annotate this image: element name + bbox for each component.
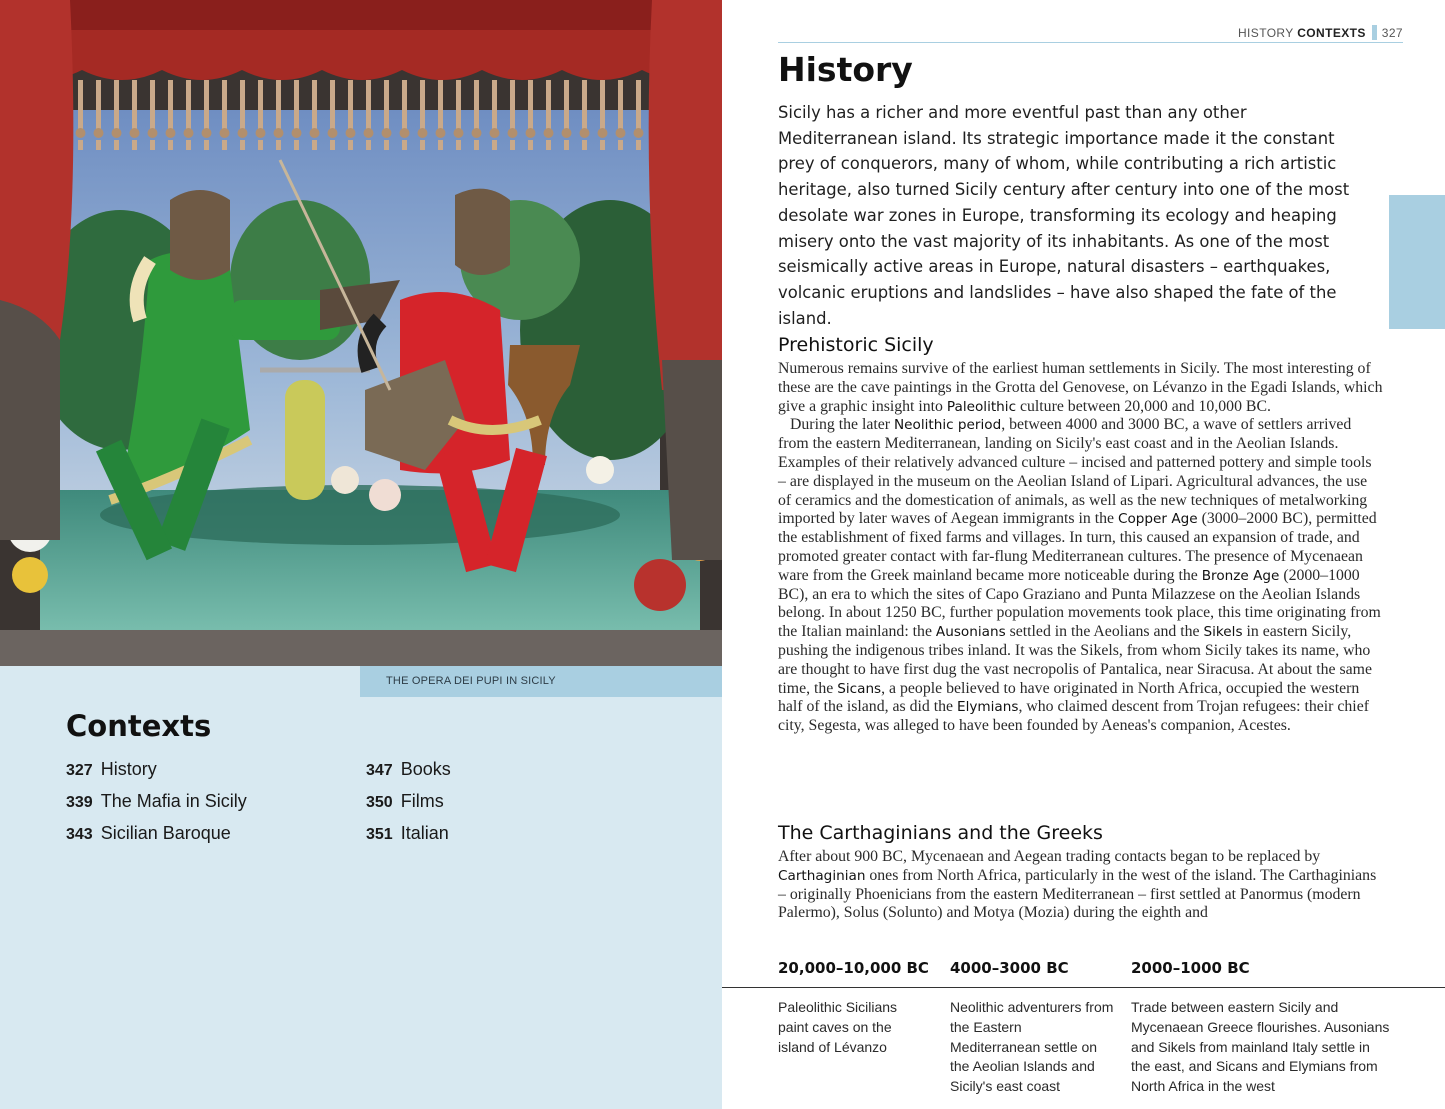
timeline-description: Paleolithic Sicilians paint caves on the island of Lévanzo [778,999,898,1055]
body-text: , who claimed descent from Trojan refugees: their chief city, Segesta, was alleged to have been founded by Aeneas's companion, Acestes. [778,698,1369,735]
section-body-carthaginians [778,848,1383,923]
page-title: History [778,50,913,89]
keyword: Elymians [957,699,1019,716]
toc-item[interactable] [66,756,247,788]
running-head-chapter: HISTORY [1237,26,1294,40]
keyword: Neolithic period [893,417,1002,434]
keyword: Paleolithic [946,398,1017,415]
body-text: (3000–2000 BC), permitted the establishment of fixed farms and villages. In turn, this caused an expansion of trade, and promoted greater contact with far-flung Mediterranean cultures. The presence of Mycenaean ware from the Greek mainland became more noticeable during the [778,510,1377,584]
running-head-section: CONTEXTS [1297,26,1366,40]
keyword: Carthaginian [778,867,866,884]
photo-caption: THE OPERA DEI PUPI IN SICILY [360,666,722,697]
right-page [722,0,1445,1109]
puppet-scene-illustration [0,0,722,666]
toc-item[interactable] [66,820,247,852]
toc-page-number: 347 [366,762,393,779]
intro-paragraph: Sicily has a richer and more eventful past than any other Mediterranean island. Its strategic importance made it the constant prey of conquerors, many of whom, while contributing a rich artistic heritage, also turned Sicily century after century into one of the most desolate war zones in Europe, transforming its ecology and heaping misery onto the vast majority of its inhabitants. As one of the most seismically active areas in Europe, natural disasters – earthquakes, volcanic eruptions and landslides – have also shaped the fate of the island. [778,103,1350,328]
timeline-rule [722,987,1445,988]
timeline-date: 4000–3000 BC [950,959,1069,977]
keyword: Ausonians [935,624,1006,641]
keyword: Bronze Age [1201,567,1280,584]
body-text: , between 4000 and 3000 BC, a wave of settlers arrived from the eastern Mediterranean, landing on Sicily's east coast and in the Aeolian Islands. Examples of their relatively advanced culture – incised and patterned pottery and simple tools – are displayed in the museum on the Aeolian Island of Lipari. Agricultural advances, the use of ceramics and the domestication of animals, as well as the new techniques of metalworking imported by later waves of Aegean immigrants in the [778,416,1372,528]
left-page [0,0,722,1109]
running-head-bar [1372,25,1377,40]
running-head [1238,25,1403,40]
keyword: Copper Age [1117,511,1198,528]
keyword: Sikels [1203,624,1243,641]
toc-label: Sicilian Baroque [100,823,231,843]
timeline-description: Trade between eastern Sicily and Mycenaean Greece flourishes. Ausonians and Sikels from mainland Italy settle in the east, and Sicans and Elymians from North Africa in the west [1131,999,1390,1095]
section-body-prehistoric [778,360,1383,736]
page-number: 327 [1381,26,1403,40]
contexts-title: Contexts [66,709,212,743]
timeline-description: Neolithic adventurers from the Eastern Mediterranean settle on the Aeolian Islands and Sicily's east coast [950,999,1114,1095]
toc-page-number: 327 [66,762,93,779]
timeline-date: 20,000–10,000 BC [778,959,929,977]
body-text: settled in the Aeolians and the [1005,623,1204,641]
body-text: in eastern Sicily, pushing the indigenous tribes inland. It was the Sikels, from whom Sicily takes its name, who are thought to have first dug the vast necropolis of Pantalica, near Siracusa. At about the same time, the [778,623,1372,697]
toc-item[interactable] [366,756,451,788]
header-rule [778,42,1403,43]
section-heading-carthaginians: The Carthaginians and the Greeks [778,822,1103,844]
toc-page-number: 350 [366,794,393,811]
body-text: (2000–1000 BC), an era to which the sites of Capo Graziano and Punta Milazzese on the Aeolian Islands belong. In about 1250 BC, further population movements took place, this time originating from the Italian mainland: the [778,566,1381,641]
toc-label: Films [400,791,444,811]
toc-column-1 [66,756,247,852]
toc-page-number: 339 [66,794,93,811]
side-thumb-tab [1389,195,1445,329]
keyword: Sicans [837,680,882,697]
toc-label: The Mafia in Sicily [100,791,247,811]
body-text: , a people believed to have originated in North Africa, occupied the western half of the island, as did the [778,679,1360,716]
toc-column-2 [366,756,451,852]
toc-label: Italian [400,823,449,843]
body-text: Numerous remains survive of the earliest human settlements in Sicily. The most interesting of these are the cave paintings in the Grotta del Genovese, on Lévanzo in the Egadi Islands, which give a graphic insight into [778,360,1383,415]
toc-item[interactable] [366,788,451,820]
toc-label: History [100,759,157,779]
puppet-theatre-photo [0,0,722,666]
body-text: After about 900 BC, Mycenaean and Aegean trading contacts began to be replaced by [778,848,1321,865]
toc-page-number: 343 [66,826,93,843]
toc-page-number: 351 [366,826,393,843]
timeline-date: 2000–1000 BC [1131,959,1250,977]
toc-item[interactable] [366,820,451,852]
toc-label: Books [400,759,451,779]
section-heading-prehistoric: Prehistoric Sicily [778,334,934,356]
toc-item[interactable] [66,788,247,820]
body-text: During the later [790,416,894,434]
body-text: ones from North Africa, particularly in the west of the island. The Carthaginians – originally Phoenicians from the eastern Mediterranean – first settled at Panormus (modern Palermo), Solus (Solunto) and Motya (Mozia) during the eighth and [778,866,1377,922]
body-text: culture between 20,000 and 10,000 BC. [1016,397,1271,415]
